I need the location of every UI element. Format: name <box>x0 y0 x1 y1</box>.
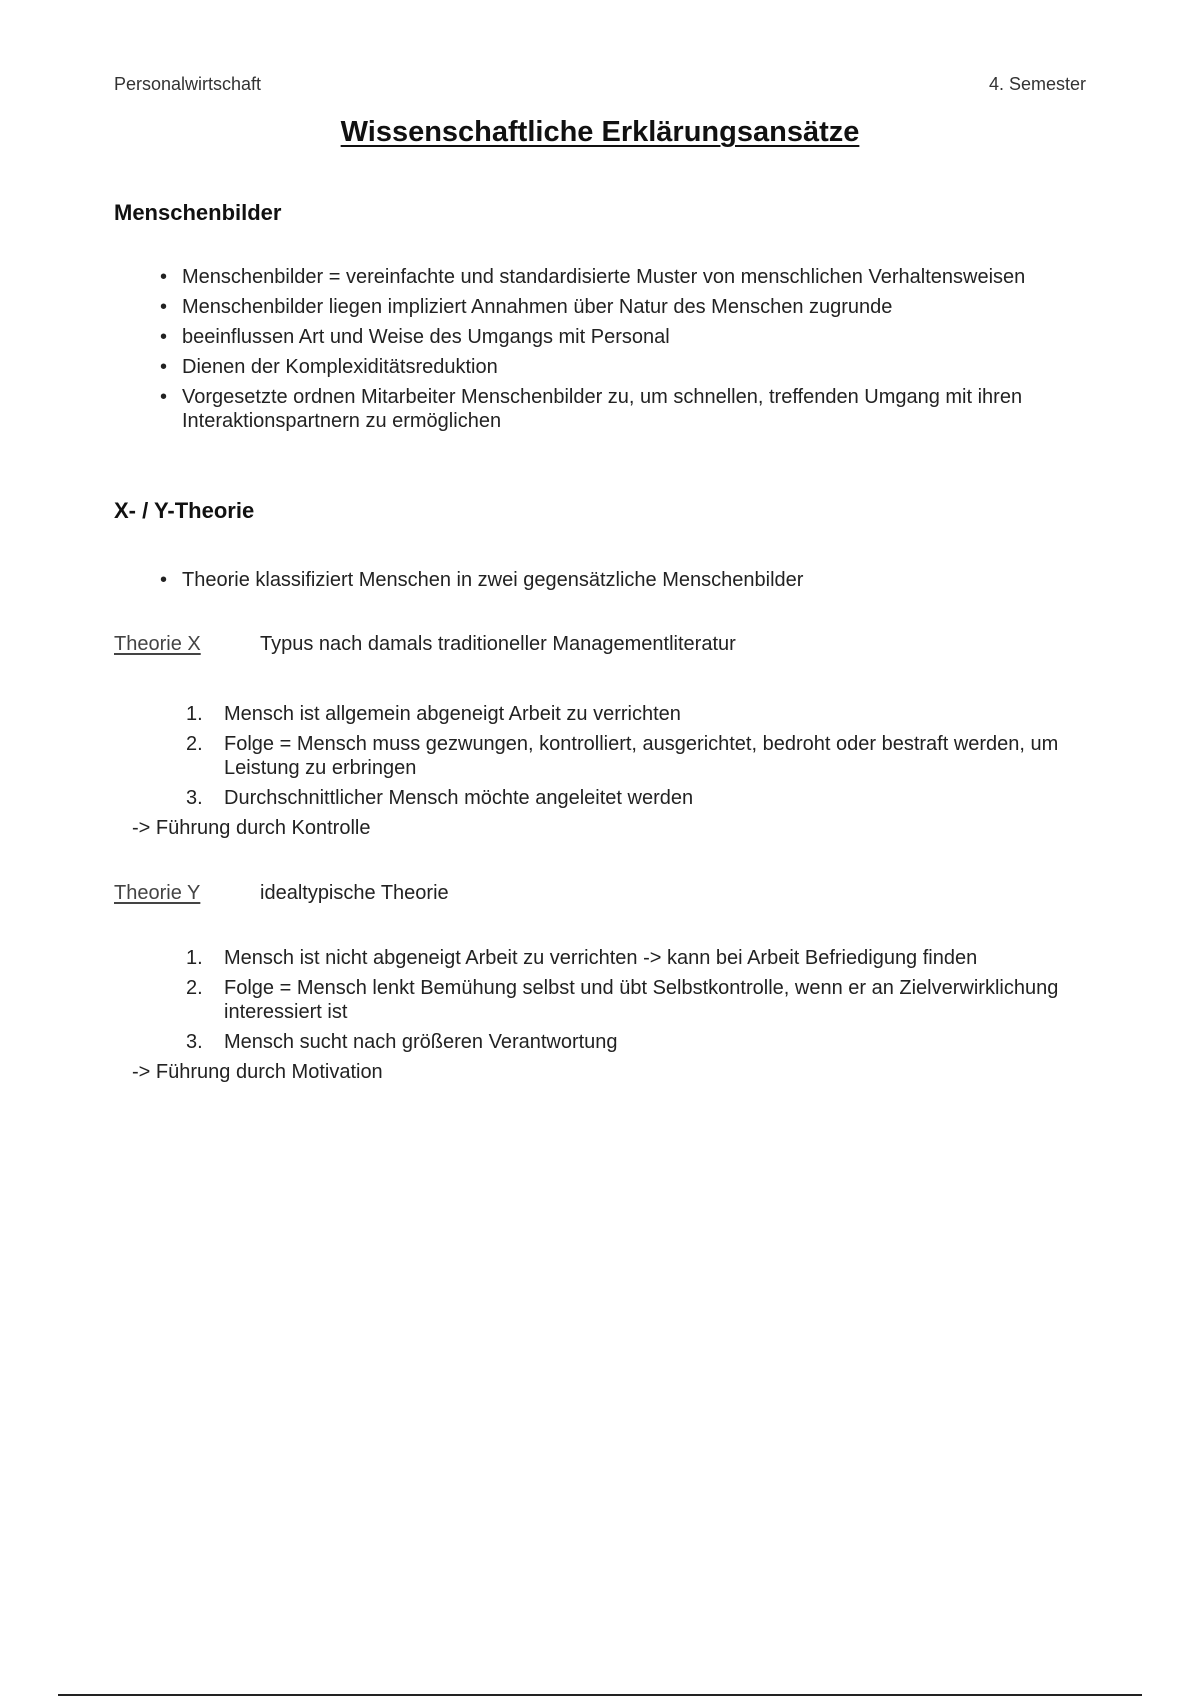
theorie-y-description: idealtypische Theorie <box>260 882 449 904</box>
list-item <box>158 355 1088 379</box>
list-item <box>180 732 1080 780</box>
header-subject: Personalwirtschaft <box>114 74 262 94</box>
page-title: Wissenschaftliche Erklärungsansätze <box>340 116 860 148</box>
theorie-x-conclusion: -> Führung durch Kontrolle <box>132 817 371 839</box>
list-item <box>158 325 1088 349</box>
bullet-icon: • <box>160 326 168 348</box>
list-number: 3. <box>186 1031 203 1053</box>
list-item-text: Theorie klassifiziert Menschen in zwei gegensätzliche Menschenbilder <box>182 569 804 591</box>
list-number: 2. <box>186 977 203 999</box>
bullet-icon: • <box>160 266 168 288</box>
theorie-y-row <box>114 882 449 905</box>
theorie-y-conclusion: -> Führung durch Motivation <box>132 1061 383 1083</box>
list-number: 2. <box>186 733 203 755</box>
list-number: 3. <box>186 787 203 809</box>
list-item-text: Menschenbilder liegen impliziert Annahmen über Natur des Menschen zugrunde <box>182 296 893 318</box>
list-item-text: Mensch sucht nach größeren Verantwortung <box>224 1031 618 1053</box>
theorie-x-numbered-list <box>180 702 1080 816</box>
list-item-text: Dienen der Komplexiditätsreduktion <box>182 356 498 378</box>
list-item <box>180 1030 1080 1054</box>
list-item <box>180 786 1080 810</box>
list-item <box>158 385 1088 433</box>
menschenbilder-bullet-list <box>158 265 1088 439</box>
list-item-text: Folge = Mensch muss gezwungen, kontrolliert, ausgerichtet, bedroht oder bestraft werden, um Leistung zu erbringen <box>224 733 1059 779</box>
section-heading-menschenbilder: Menschenbilder <box>114 200 282 225</box>
bullet-icon: • <box>160 569 168 591</box>
list-item-text: Folge = Mensch lenkt Bemühung selbst und übt Selbstkontrolle, wenn er an Zielverwirklichung interessiert ist <box>224 977 1059 1023</box>
list-item-text: Durchschnittlicher Mensch möchte angeleitet werden <box>224 787 694 809</box>
footer-divider <box>58 1694 1142 1696</box>
bullet-icon: • <box>160 296 168 318</box>
list-number: 1. <box>186 703 203 725</box>
list-item <box>180 702 1080 726</box>
list-item <box>158 295 1088 319</box>
theorie-x-label: Theorie X <box>114 633 201 655</box>
list-item-text: Mensch ist nicht abgeneigt Arbeit zu verrichten -> kann bei Arbeit Befriedigung finden <box>224 947 978 969</box>
list-item-text: Menschenbilder = vereinfachte und standardisierte Muster von menschlichen Verhaltensweisen <box>182 266 1026 288</box>
header-semester: 4. Semester <box>988 74 1086 94</box>
list-item <box>180 976 1080 1024</box>
theorie-y-numbered-list <box>180 946 1080 1060</box>
xy-theorie-bullet-list <box>158 568 1088 598</box>
list-item-text: Mensch ist allgemein abgeneigt Arbeit zu verrichten <box>224 703 681 725</box>
theorie-y-label: Theorie Y <box>114 882 201 904</box>
section-heading-xy-theorie: X- / Y-Theorie <box>114 498 255 523</box>
theorie-x-row <box>114 633 736 656</box>
bullet-icon: • <box>160 356 168 378</box>
list-item-text: beeinflussen Art und Weise des Umgangs mit Personal <box>182 326 670 348</box>
list-number: 1. <box>186 947 203 969</box>
list-item-text: Vorgesetzte ordnen Mitarbeiter Menschenbilder zu, um schnellen, treffenden Umgang mit ihren Interaktionspartnern zu ermöglichen <box>182 386 1023 432</box>
theorie-x-description: Typus nach damals traditioneller Managementliteratur <box>260 633 736 655</box>
list-item <box>180 946 1080 970</box>
list-item <box>158 265 1088 289</box>
list-item <box>158 568 1088 592</box>
bullet-icon: • <box>160 386 168 408</box>
